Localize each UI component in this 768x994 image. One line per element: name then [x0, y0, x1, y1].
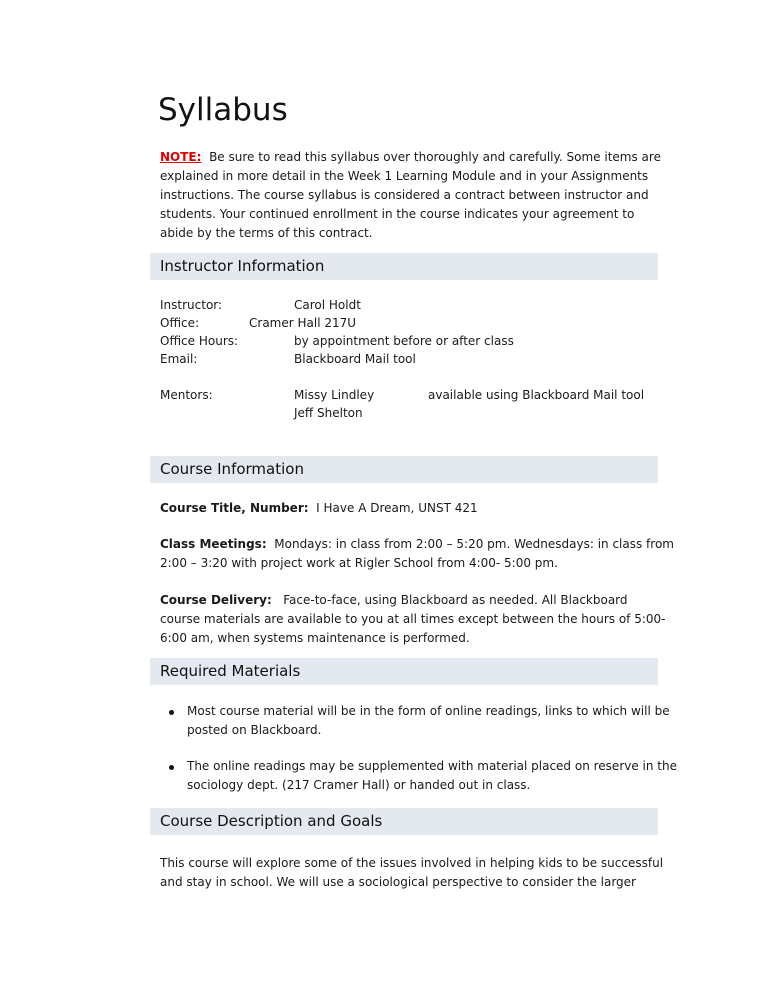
hours-value: by appointment before or after class [294, 334, 514, 348]
note-line: explained in more detail in the Week 1 Learning Module and in your Assignments [160, 169, 649, 183]
list-item: Most course material will be in the form of online readings, links to which will be [187, 704, 670, 718]
bullet-icon [169, 765, 174, 770]
page-title: Syllabus [158, 92, 288, 128]
mentors-label: Mentors: [160, 388, 213, 402]
field-label: Course Title, Number: [160, 501, 309, 515]
hours-label: Office Hours: [160, 334, 239, 348]
instructor-label: Instructor: [160, 298, 223, 312]
field-value: Face-to-face, using Blackboard as needed. All Blackboard [283, 593, 628, 607]
list-item: posted on Blackboard. [187, 723, 322, 737]
section-heading: Required Materials [160, 662, 301, 680]
field-label: Course Delivery: [160, 593, 272, 607]
section-header-course [150, 456, 658, 483]
list-item: The online readings may be supplemented with material placed on reserve in the [187, 759, 677, 773]
note-text: Be sure to read this syllabus over thoroughly and carefully. Some items are [209, 150, 661, 164]
description-line: and stay in school. We will use a sociological perspective to consider the larger [160, 875, 636, 889]
note-line: students. Your continued enrollment in the course indicates your agreement to [160, 207, 635, 221]
mentors-note: available using Blackboard Mail tool [428, 388, 645, 402]
note-line: abide by the terms of this contract. [160, 226, 373, 240]
field-label: Class Meetings: [160, 537, 267, 551]
section-header-description [150, 808, 658, 835]
bullet-icon [169, 710, 174, 715]
note-label: NOTE: [160, 150, 202, 164]
course-delivery-line: 6:00 am, when systems maintenance is performed. [160, 631, 470, 645]
class-meetings-line: 2:00 – 3:20 with project work at Rigler School from 4:00- 5:00 pm. [160, 556, 558, 570]
instructor-value: Carol Holdt [294, 298, 361, 312]
note-line [160, 148, 661, 167]
description-line: This course will explore some of the issues involved in helping kids to be successful [160, 856, 664, 870]
field-value: I Have A Dream, UNST 421 [316, 501, 478, 515]
mentor-name: Missy Lindley [294, 388, 375, 402]
class-meetings-line [160, 535, 674, 554]
section-header-instructor [150, 253, 658, 280]
section-header-materials [150, 658, 658, 685]
section-heading: Course Description and Goals [160, 812, 383, 830]
mentor-name: Jeff Shelton [294, 406, 363, 420]
note-line: instructions. The course syllabus is considered a contract between instructor and [160, 188, 649, 202]
course-delivery-line [160, 591, 628, 610]
field-value: Mondays: in class from 2:00 – 5:20 pm. Wednesdays: in class from [274, 537, 674, 551]
section-heading: Instructor Information [160, 257, 325, 275]
list-item: sociology dept. (217 Cramer Hall) or handed out in class. [187, 778, 531, 792]
office-value: Cramer Hall 217U [249, 316, 357, 330]
email-label: Email: [160, 352, 198, 366]
course-title-line [160, 499, 478, 518]
email-value: Blackboard Mail tool [294, 352, 416, 366]
section-heading: Course Information [160, 460, 304, 478]
course-delivery-line: course materials are available to you at all times except between the hours of 5:00- [160, 612, 666, 626]
office-label: Office: [160, 316, 200, 330]
